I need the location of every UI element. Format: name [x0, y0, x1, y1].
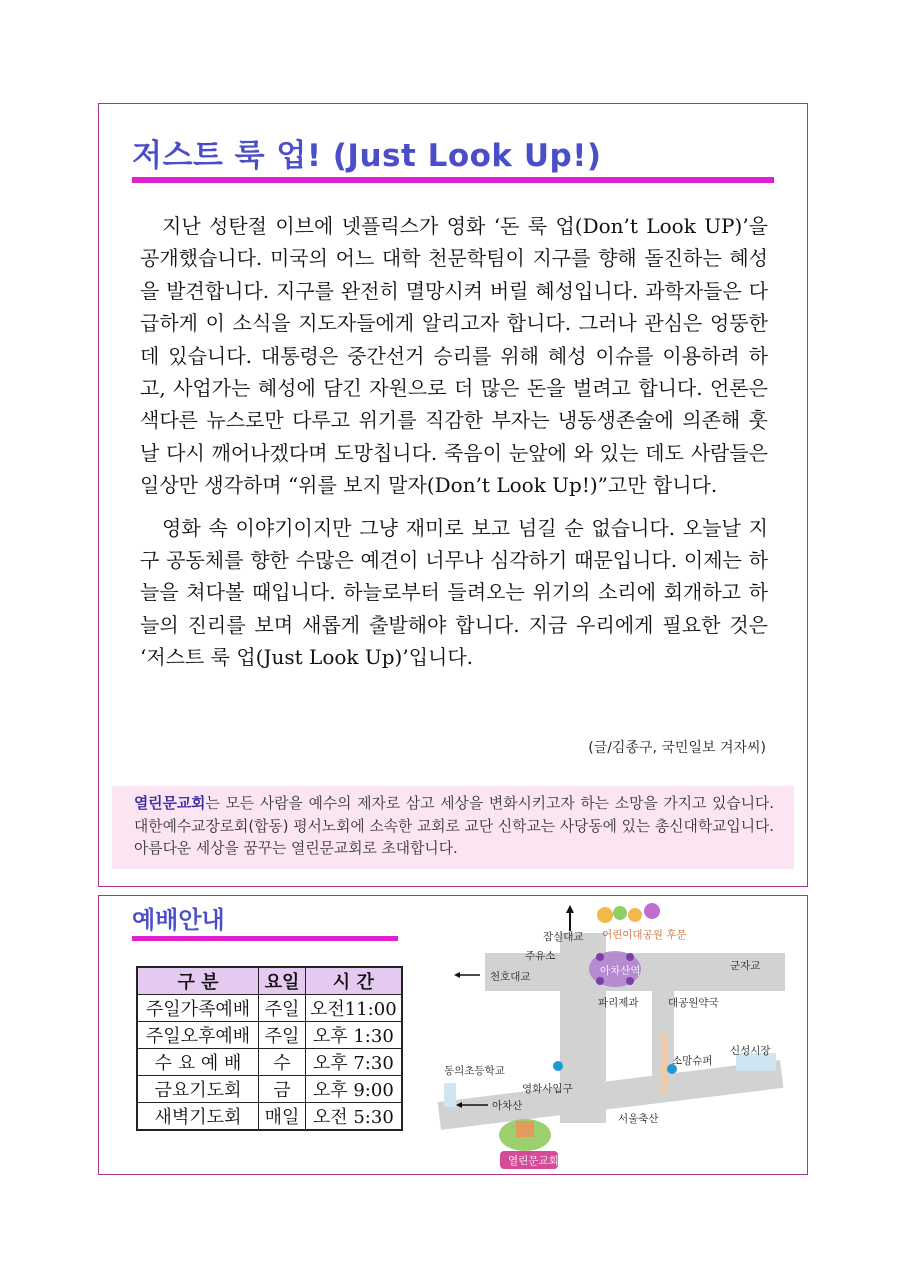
service-name: 새벽기도회	[137, 1103, 259, 1131]
church-intro	[134, 793, 774, 861]
service-time: 오후 9:00	[306, 1076, 402, 1103]
label-bakery: 파리제과	[598, 997, 639, 1009]
service-time: 오전11:00	[306, 995, 402, 1022]
service-name: 금요기도회	[137, 1076, 259, 1103]
table-row	[137, 1076, 402, 1103]
service-table	[136, 966, 403, 1131]
label-cheonho: 천호대교	[490, 971, 531, 983]
title-underline	[132, 177, 774, 183]
service-time: 오후 1:30	[306, 1022, 402, 1049]
byline: (글/김종구, 국민일보 겨자씨)	[588, 740, 766, 756]
table-row	[137, 1049, 402, 1076]
header-category: 구 분	[137, 967, 259, 995]
service-name: 수 요 예 배	[137, 1049, 259, 1076]
label-yeonghwa: 영화사입구	[522, 1083, 573, 1095]
article-body	[140, 210, 768, 684]
service-day: 매일	[259, 1103, 306, 1131]
service-day: 수	[259, 1049, 306, 1076]
church-description: 는 모든 사람을 예수의 제자로 삼고 세상을 변화시키고자 하는 소망을 가지고 있습니다. 대한예수교장로회(합동) 평서노회에 소속한 교회로 교단 신학교는 사당동에 있는 총신대학교입니다. 아름다운 세상을 꿈꾸는 열린문교회로 초대합니다.	[134, 795, 774, 857]
header-time: 시 간	[306, 967, 402, 995]
paragraph-2: 영화 속 이야기이지만 그냥 재미로 보고 넘길 순 없습니다. 오늘날 지구 공동체를 향한 수많은 예견이 너무나 심각하기 때문입니다. 이제는 하늘을 쳐다볼 때입니다. 하늘로부터 들려오는 위기의 소리에 회개하고 하늘의 진리를 보며 새롭게 출발해야 합니다. 지금 우리에게 필요한 것은 ‘저스트 룩 업(Just Look Up)’입니다.	[140, 515, 768, 670]
table-row	[137, 995, 402, 1022]
service-title-underline	[132, 936, 398, 941]
church-name: 열린문교회	[134, 795, 206, 812]
service-day: 주일	[259, 1022, 306, 1049]
service-title: 예배안내	[132, 906, 225, 934]
label-church: 열린문교회	[508, 1155, 559, 1167]
label-achasan: 아차산	[492, 1100, 523, 1112]
label-park: 어린이대공원 후문	[602, 929, 687, 941]
service-name: 주일오후예배	[137, 1022, 259, 1049]
location-map	[430, 903, 790, 1173]
service-name: 주일가족예배	[137, 995, 259, 1022]
service-day: 주일	[259, 995, 306, 1022]
label-jamsil: 잠실대교	[543, 931, 584, 943]
service-time: 오후 7:30	[306, 1049, 402, 1076]
service-time: 오전 5:30	[306, 1103, 402, 1131]
label-school: 동의초등학교	[444, 1065, 505, 1077]
service-day: 금	[259, 1076, 306, 1103]
table-row	[137, 1103, 402, 1131]
label-pharmacy: 대공원약국	[668, 997, 719, 1009]
label-gunja: 군자교	[730, 960, 761, 972]
article-title: 저스트 룩 업! (Just Look Up!)	[132, 138, 602, 174]
table-header-row	[137, 967, 402, 995]
header-day: 요일	[259, 967, 306, 995]
table-row	[137, 1022, 402, 1049]
map-roads	[430, 903, 790, 1173]
label-supermarket: 소망슈퍼	[672, 1055, 713, 1067]
paragraph-1: 지난 성탄절 이브에 넷플릭스가 영화 ‘돈 룩 업(Don’t Look UP)’을 공개했습니다. 미국의 어느 대학 천문학팀이 지구를 향해 돌진하는 혜성을 발견합니다. 지구를 완전히 멸망시켜 버릴 혜성입니다. 과학자들은 다급하게 이 소식을 지도자들에게 알리고자 합니다. 그러나 관심은 엉뚱한 데 있습니다. 대통령은 중간선거 승리를 위해 혜성 이슈를 이용하려 하고, 사업가는 혜성에 담긴 자원으로 더 많은 돈을 벌려고 합니다. 언론은 색다른 뉴스로만 다루고 위기를 직감한 부자는 냉동생존술에 의존해 훗날 다시 깨어나겠다며 도망칩니다. 죽음이 눈앞에 와 있는 데도 사람들은 일상만 생각하며 “위를 보지 말자(Don’t Look Up!)”고만 합니다.	[140, 214, 768, 498]
label-gas: 주유소	[525, 950, 556, 962]
label-market: 신성시장	[730, 1045, 771, 1057]
label-butcher: 서울축산	[618, 1113, 659, 1125]
label-station: 아차산역	[600, 965, 641, 977]
